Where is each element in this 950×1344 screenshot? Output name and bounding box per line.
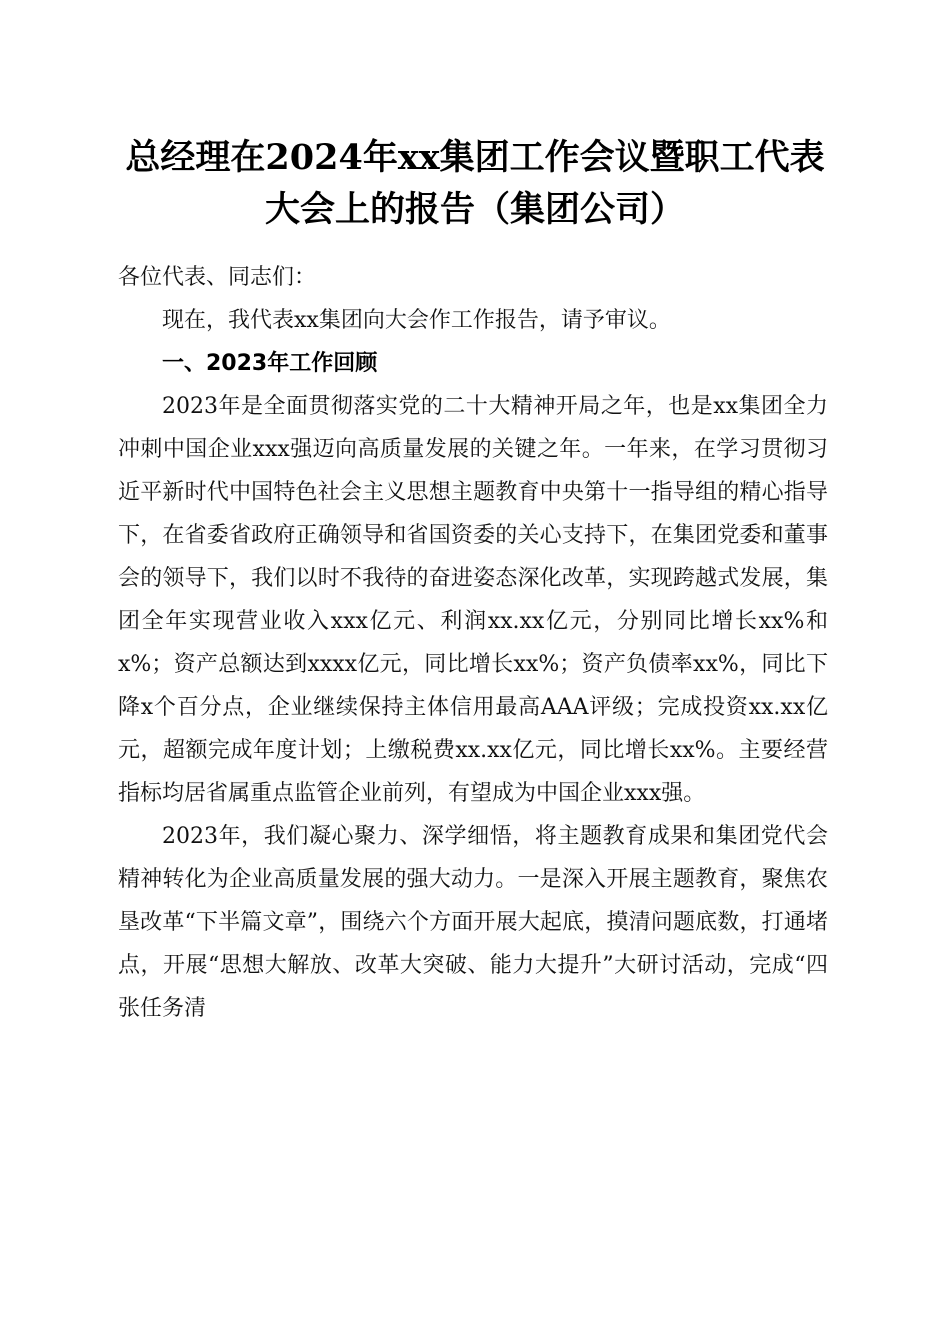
document-body <box>118 256 828 1030</box>
intro-paragraph: 现在，我代表xx集团向大会作工作报告，请予审议。 <box>162 308 671 333</box>
document-title <box>110 132 840 236</box>
title-line-1: 总经理在2024年xx集团工作会议暨职工代表 <box>125 137 825 178</box>
paragraph-2: 2023年，我们凝心聚力、深学细悟，将主题教育成果和集团党代会精神转化为企业高质量发展的强大动力。一是深入开展主题教育，聚焦农垦改革“下半篇文章”，围绕六个方面开展大起底，摸清问题底数，打通堵点，开展“思想大解放、改革大突破、能力大提升”大研讨活动，完成“四张任务清 <box>118 824 828 1021</box>
section-heading: 一、2023年工作回顾 <box>162 351 378 376</box>
greeting: 各位代表、同志们： <box>118 265 317 290</box>
title-line-2: 大会上的报告（集团公司） <box>264 189 685 230</box>
paragraph-1: 2023年是全面贯彻落实党的二十大精神开局之年，也是xx集团全力冲刺中国企业xxx强迈向高质量发展的关键之年。一年来，在学习贯彻习近平新时代中国特色社会主义思想主题教育中央第十一指导组的精心指导下，在省委省政府正确领导和省国资委的关心支持下，在集团党委和董事会的领导下，我们以时不我待的奋进姿态深化改革，实现跨越式发展，集团全年实现营业收入xxx亿元、利润xx.xx亿元，分别同比增长xx%和x%；资产总额达到xxxx亿元，同比增长xx%；资产负债率xx%，同比下降x个百分点，企业继续保持主体信用最高AAA评级；完成投资xx.xx亿元，超额完成年度计划；上缴税费xx.xx亿元，同比增长xx%。主要经营指标均居省属重点监管企业前列，有望成为中国企业xxx强。 <box>118 394 828 806</box>
